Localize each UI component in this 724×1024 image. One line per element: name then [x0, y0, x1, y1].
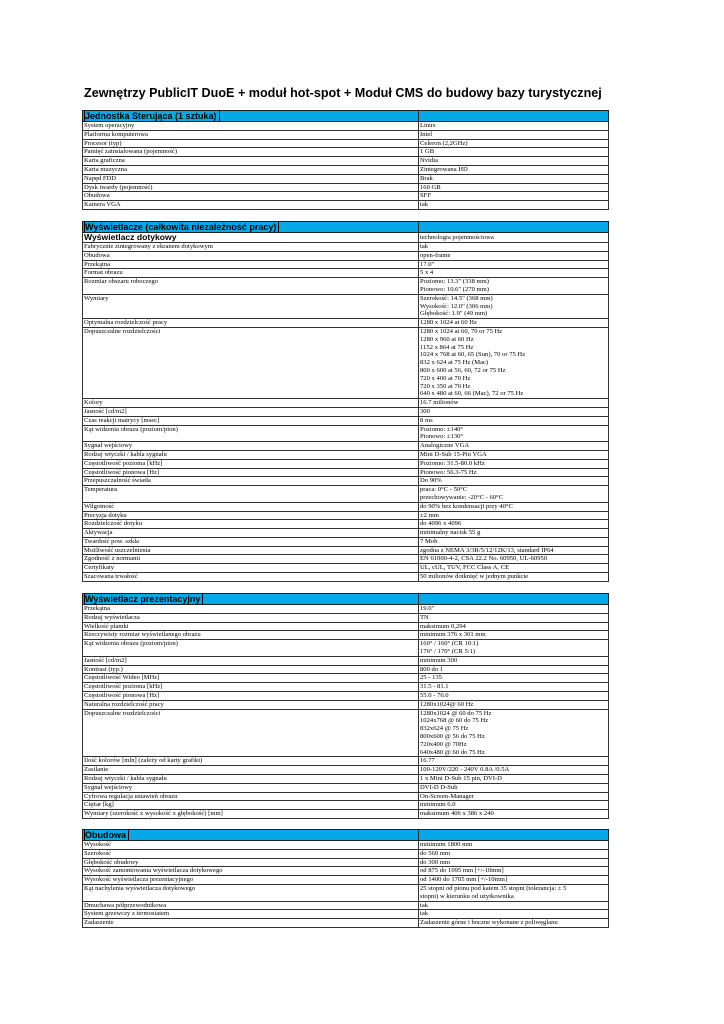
spec-value: 1 GB	[419, 148, 609, 157]
spec-row	[83, 529, 609, 538]
spec-value: SFF	[419, 192, 609, 201]
spec-label: Czas reakcji matrycy [msec]	[83, 416, 419, 425]
spec-row	[83, 792, 609, 801]
spec-row	[83, 901, 609, 910]
spec-value: 25 stopni od pionu pod katem 35 stopni (tolerancja: ± 5 stopni) w kierunku od użytkownika	[419, 884, 609, 901]
section-header-row	[83, 594, 609, 605]
spec-row	[83, 416, 609, 425]
spec-row	[83, 157, 609, 166]
spec-row	[83, 631, 609, 640]
spec-value: open-frame	[419, 251, 609, 260]
spec-row	[83, 910, 609, 919]
spec-value: 300	[419, 407, 609, 416]
spec-row	[83, 757, 609, 766]
spec-label: Temperatura	[83, 486, 419, 503]
spec-row	[83, 783, 609, 792]
spec-value: tak	[419, 910, 609, 919]
spec-value: do 560 mm	[419, 849, 609, 858]
spec-value: Zadaszenie górne i boczne wykonane z poliwęglanu	[419, 919, 609, 928]
spec-row	[83, 700, 609, 709]
spec-value: 25 - 135	[419, 674, 609, 683]
spec-row	[83, 148, 609, 157]
spec-label: Zasilanie	[83, 766, 419, 775]
spec-row	[83, 537, 609, 546]
spec-label: Rodzaj wtyczki / kabla sygnału	[83, 450, 419, 459]
spec-label: Głębokość obudowy	[83, 858, 419, 867]
spec-label: Pamięć zainstalowana (pojemność)	[83, 148, 419, 157]
spec-label: Obudowa	[83, 192, 419, 201]
spec-label: Szacowana trwałość	[83, 573, 419, 582]
spec-label: System grzewczy z termostatem	[83, 910, 419, 919]
section-header-label: Jednostka Sterująca (1 sztuka)	[83, 111, 419, 122]
spec-value: Analogiczne VGA	[419, 442, 609, 451]
spec-label: Dopuszczalne rozdzielczości	[83, 709, 419, 757]
spec-value: 7 Moh	[419, 537, 609, 546]
section-control-unit-table	[82, 110, 609, 210]
spec-value: Nvidia	[419, 157, 609, 166]
spec-label: Platforma komputerowa	[83, 130, 419, 139]
spec-label: Precyzja dotyku	[83, 511, 419, 520]
spec-row	[83, 520, 609, 529]
spec-label: Ilość kolorów [mln] (zależy od karty grafiki)	[83, 757, 419, 766]
spec-label: Format obrazu	[83, 269, 419, 278]
spec-row	[83, 555, 609, 564]
spec-label: Kąt widzenia obrazu (poziom/pion)	[83, 640, 419, 657]
spec-row	[83, 319, 609, 328]
spec-value: do 90% bez kondensacji przy 40°C	[419, 502, 609, 511]
spec-label: Wysokość wyświetlacza prezentacyjnego	[83, 876, 419, 885]
spec-row	[83, 683, 609, 692]
spec-row	[83, 174, 609, 183]
spec-label: Wysokość zamontowania wyświetlacza dotykowego	[83, 867, 419, 876]
spec-value: 1280 x 1024 at 60 Hz	[419, 319, 609, 328]
spec-label: Wilgotność	[83, 502, 419, 511]
spec-label: Obudowa	[83, 251, 419, 260]
spec-value: Poziomo: 13.3" (338 mm) Pionowo: 10.6" (270 mm)	[419, 278, 609, 295]
spec-value: 17.0"	[419, 260, 609, 269]
spec-value: od 875 do 1095 mm [+/-10mm]	[419, 867, 609, 876]
spec-label: Częstotliwość pionowa [Hz]	[83, 468, 419, 477]
section-presentation-display-table	[82, 593, 609, 819]
spec-value: minimalny nacisk 55 g	[419, 529, 609, 538]
spec-row	[83, 709, 609, 757]
spec-row	[83, 774, 609, 783]
spec-value: On-Screen-Manager	[419, 792, 609, 801]
spec-row	[83, 691, 609, 700]
spec-value: Pionowo: 56.3-75 Hz	[419, 468, 609, 477]
spec-label: Procesor (typ)	[83, 139, 419, 148]
spec-value: 1280x1024@ 60 Hz	[419, 700, 609, 709]
spec-row	[83, 243, 609, 252]
spec-row	[83, 468, 609, 477]
spec-row	[83, 502, 609, 511]
spec-label: Przekątna	[83, 605, 419, 614]
spec-label: Jasność [cd/m2]	[83, 656, 419, 665]
section-housing-table	[82, 829, 609, 928]
spec-row	[83, 511, 609, 520]
section-header-row	[83, 111, 609, 122]
section-header-value	[419, 594, 609, 605]
spec-value: maksimum 406 x 386 x 240	[419, 810, 609, 819]
spec-label: Częstotliwość pionowa [Hz]	[83, 691, 419, 700]
spec-label: Możliwość uszczelnienia	[83, 546, 419, 555]
spec-row	[83, 605, 609, 614]
subsection-header-value: technologia pojemnościowa	[419, 233, 609, 243]
section-header-row	[83, 830, 609, 841]
spec-row	[83, 573, 609, 582]
spec-row	[83, 477, 609, 486]
section-header-row	[83, 222, 609, 233]
spec-value: 1280x1024 @ 60 do 75 Hz 1024x768 @ 60 do 75 Hz 832x624 @ 75 Hz 800x600 @ 56 do 75 Hz 720x400 @ 70Hz 640x480 @ 60 do 75 Hz	[419, 709, 609, 757]
spec-row	[83, 801, 609, 810]
spec-label: Cyfrowa regulacja ustawień obrazu	[83, 792, 419, 801]
spec-label: Wymiary (szerokość x wysokość x głębokość) [mm]	[83, 810, 419, 819]
spec-label: Kontrast (typ.)	[83, 665, 419, 674]
spec-label: Aktywacja	[83, 529, 419, 538]
spec-value: 800 do 1	[419, 665, 609, 674]
spec-label: Jasność [cd/m2]	[83, 407, 419, 416]
spec-value: tak	[419, 201, 609, 210]
spec-row	[83, 201, 609, 210]
spec-row	[83, 640, 609, 657]
spec-value: ±2 mm	[419, 511, 609, 520]
spec-label: Optymalna rozdzielczość pracy	[83, 319, 419, 328]
spec-value: EN 61000-4-2, CSA 22.2 No. 60950, UL-60950	[419, 555, 609, 564]
spec-value: Poziomo: ±140° Pionowo: ±130°	[419, 425, 609, 442]
spec-value: zgodna z NEMA 3/3R/5/12/12K/13, standard IP64	[419, 546, 609, 555]
spec-value: od 1400 do 1705 mm [+/-10mm]	[419, 876, 609, 885]
spec-value: minimum 300	[419, 656, 609, 665]
spec-value: 50 milionów dotknięć w jednym punkcie	[419, 573, 609, 582]
spec-row	[83, 849, 609, 858]
spec-label: Sygnał wejściowy	[83, 783, 419, 792]
spec-value: 1 x Mini D-Sub 15 pin, DVI-D	[419, 774, 609, 783]
spec-row	[83, 139, 609, 148]
spec-row	[83, 876, 609, 885]
spec-label: Częstotliwość Wideo [MHz]	[83, 674, 419, 683]
subsection-header-row	[83, 233, 609, 243]
spec-label: Częstotliwość pozioma [kHz]	[83, 459, 419, 468]
spec-value: Poziomo: 31.5-80.0 kHz	[419, 459, 609, 468]
spec-row	[83, 192, 609, 201]
spec-label: Rodzaj wtyczki / kabla sygnału	[83, 774, 419, 783]
spec-row	[83, 278, 609, 295]
spec-row	[83, 260, 609, 269]
spec-row	[83, 665, 609, 674]
spec-row	[83, 294, 609, 318]
spec-value: Do 90%	[419, 477, 609, 486]
spec-value: minimum 376 x 301 mm	[419, 631, 609, 640]
spec-value: do 4096 x 4096	[419, 520, 609, 529]
spec-row	[83, 399, 609, 408]
spec-value: minimum 1800 mm	[419, 841, 609, 850]
spec-value: Zintegrowana HD	[419, 165, 609, 174]
spec-label: Zgodność z normami	[83, 555, 419, 564]
spec-label: Rzeczywisty rozmiar wyświetlanego obrazu	[83, 631, 419, 640]
spec-label: Dopuszczalne rozdzielczości	[83, 327, 419, 398]
spec-label: Wysokość	[83, 841, 419, 850]
spec-row	[83, 858, 609, 867]
spec-row	[83, 486, 609, 503]
spec-row	[83, 867, 609, 876]
spec-label: Kolory	[83, 399, 419, 408]
spec-label: Przekątna	[83, 260, 419, 269]
spec-value: maksimum 0,294	[419, 622, 609, 631]
section-header-label: Wyświetlacze (całkowita niezależność pracy)	[83, 222, 419, 233]
spec-value: Intel	[419, 130, 609, 139]
subsection-header-label: Wyświetlacz dotykowy	[83, 233, 419, 243]
spec-value: praca: 0°C - 50°C przechowywanie: -20°C - 60°C	[419, 486, 609, 503]
spec-label: Szerokość	[83, 849, 419, 858]
spec-value: minimum 6.0	[419, 801, 609, 810]
spec-label: Sygnał wejściowy	[83, 442, 419, 451]
section-header-value	[419, 222, 609, 233]
spec-row	[83, 884, 609, 901]
spec-value: 1280 x 1024 at 60, 70 or 75 Hz 1280 x 960 at 60 Hz 1152 x 864 at 75 Hz 1024 x 768 at 60, 65 (Sun), 70 or 75 Hz 832 x 624 at 75 Hz (Mac) 800 x 600 at 56, 60, 72 or 75 Hz 720 x 400 at 70 Hz 720 x 350 at 70 Hz 640 x 480 at 60, 66 (Mac), 72 or 75 Hz	[419, 327, 609, 398]
spec-value: 5 x 4	[419, 269, 609, 278]
spec-label: Przepuszczalność światła	[83, 477, 419, 486]
spec-row	[83, 766, 609, 775]
spec-row	[83, 269, 609, 278]
page-title: Zewnętrzy PublicIT DuoE + moduł hot-spot + Moduł CMS do budowy bazy turystycznej	[84, 86, 602, 100]
section-header-label: Wyświetlacz prezentacyjny	[83, 594, 419, 605]
spec-row	[83, 622, 609, 631]
spec-label: Naturalna rozdzielczość pracy	[83, 700, 419, 709]
spec-label: System operacyjny	[83, 122, 419, 131]
spec-row	[83, 425, 609, 442]
spec-label: Dmuchawa półprzewodnikowa	[83, 901, 419, 910]
spec-value: 31.5 - 81.1	[419, 683, 609, 692]
section-header-label: Obudowa	[83, 830, 419, 841]
spec-label: Wielkość plamki	[83, 622, 419, 631]
spec-label: Dysk twardy (pojemność)	[83, 183, 419, 192]
spec-label: Rodzaj wyświetlacza	[83, 613, 419, 622]
spec-value: UL, cUL, TUV, FCC Class A, CE	[419, 564, 609, 573]
spec-value: 160 GB	[419, 183, 609, 192]
spec-value: TN	[419, 613, 609, 622]
spec-value: Brak	[419, 174, 609, 183]
spec-value: 16.77	[419, 757, 609, 766]
spec-row	[83, 183, 609, 192]
spec-value: do 300 mm	[419, 858, 609, 867]
spec-label: Karta graficzna	[83, 157, 419, 166]
spec-label: Kąt nachylenia wyświetlacza dotykowego	[83, 884, 419, 901]
spec-label: Fabrycznie zintegrowany z ekranem dotykowym	[83, 243, 419, 252]
spec-label: Kamera VGA	[83, 201, 419, 210]
spec-value: Mini D-Sub 15-Pin VGA	[419, 450, 609, 459]
spec-value: tak	[419, 901, 609, 910]
spec-label: Kąt widzenia obrazu (poziom/pion)	[83, 425, 419, 442]
section-header-value	[419, 830, 609, 841]
spec-value: 160° / 160° (CR 10:1) 176° / 170° (CR 5:1)	[419, 640, 609, 657]
spec-value: 55.0 - 76.0	[419, 691, 609, 700]
spec-value: Linux	[419, 122, 609, 131]
spec-row	[83, 841, 609, 850]
spec-label: Zadaszenie	[83, 919, 419, 928]
spec-row	[83, 122, 609, 131]
spec-value: 19.0"	[419, 605, 609, 614]
spec-row	[83, 674, 609, 683]
spec-value: tak	[419, 243, 609, 252]
spec-row	[83, 450, 609, 459]
spec-label: Napęd FDD	[83, 174, 419, 183]
spec-label: Wymiary	[83, 294, 419, 318]
spec-label: Rozdzielczość dotyku	[83, 520, 419, 529]
spec-row	[83, 459, 609, 468]
spec-row	[83, 130, 609, 139]
spec-value: Celeron (2,2GHz)	[419, 139, 609, 148]
spec-label: Rozmiar obszaru roboczego	[83, 278, 419, 295]
spec-label: Ciężar [kg]	[83, 801, 419, 810]
spec-row	[83, 442, 609, 451]
spec-row	[83, 327, 609, 398]
spec-row	[83, 407, 609, 416]
spec-label: Certyfikaty	[83, 564, 419, 573]
spec-value: Szerokość: 14.5" (368 mm) Wysokość: 12.0" (306 mm) Głębokość: 1.9" (49 mm)	[419, 294, 609, 318]
spec-row	[83, 564, 609, 573]
spec-value: DVI-D D-Sub	[419, 783, 609, 792]
spec-row	[83, 613, 609, 622]
spec-row	[83, 919, 609, 928]
spec-row	[83, 251, 609, 260]
spec-value: 16.7 milionów	[419, 399, 609, 408]
spec-row	[83, 656, 609, 665]
section-displays-table	[82, 221, 609, 582]
spec-row	[83, 810, 609, 819]
spec-label: Częstotliwość pozioma [kHz]	[83, 683, 419, 692]
spec-value: 100-120V/220 - 240V 0.8A /0.5A	[419, 766, 609, 775]
spec-row	[83, 165, 609, 174]
section-header-value	[419, 111, 609, 122]
spec-label: Karta muzyczna	[83, 165, 419, 174]
spec-value: 8 ms	[419, 416, 609, 425]
spec-row	[83, 546, 609, 555]
spec-label: Twardość pow. szkła	[83, 537, 419, 546]
